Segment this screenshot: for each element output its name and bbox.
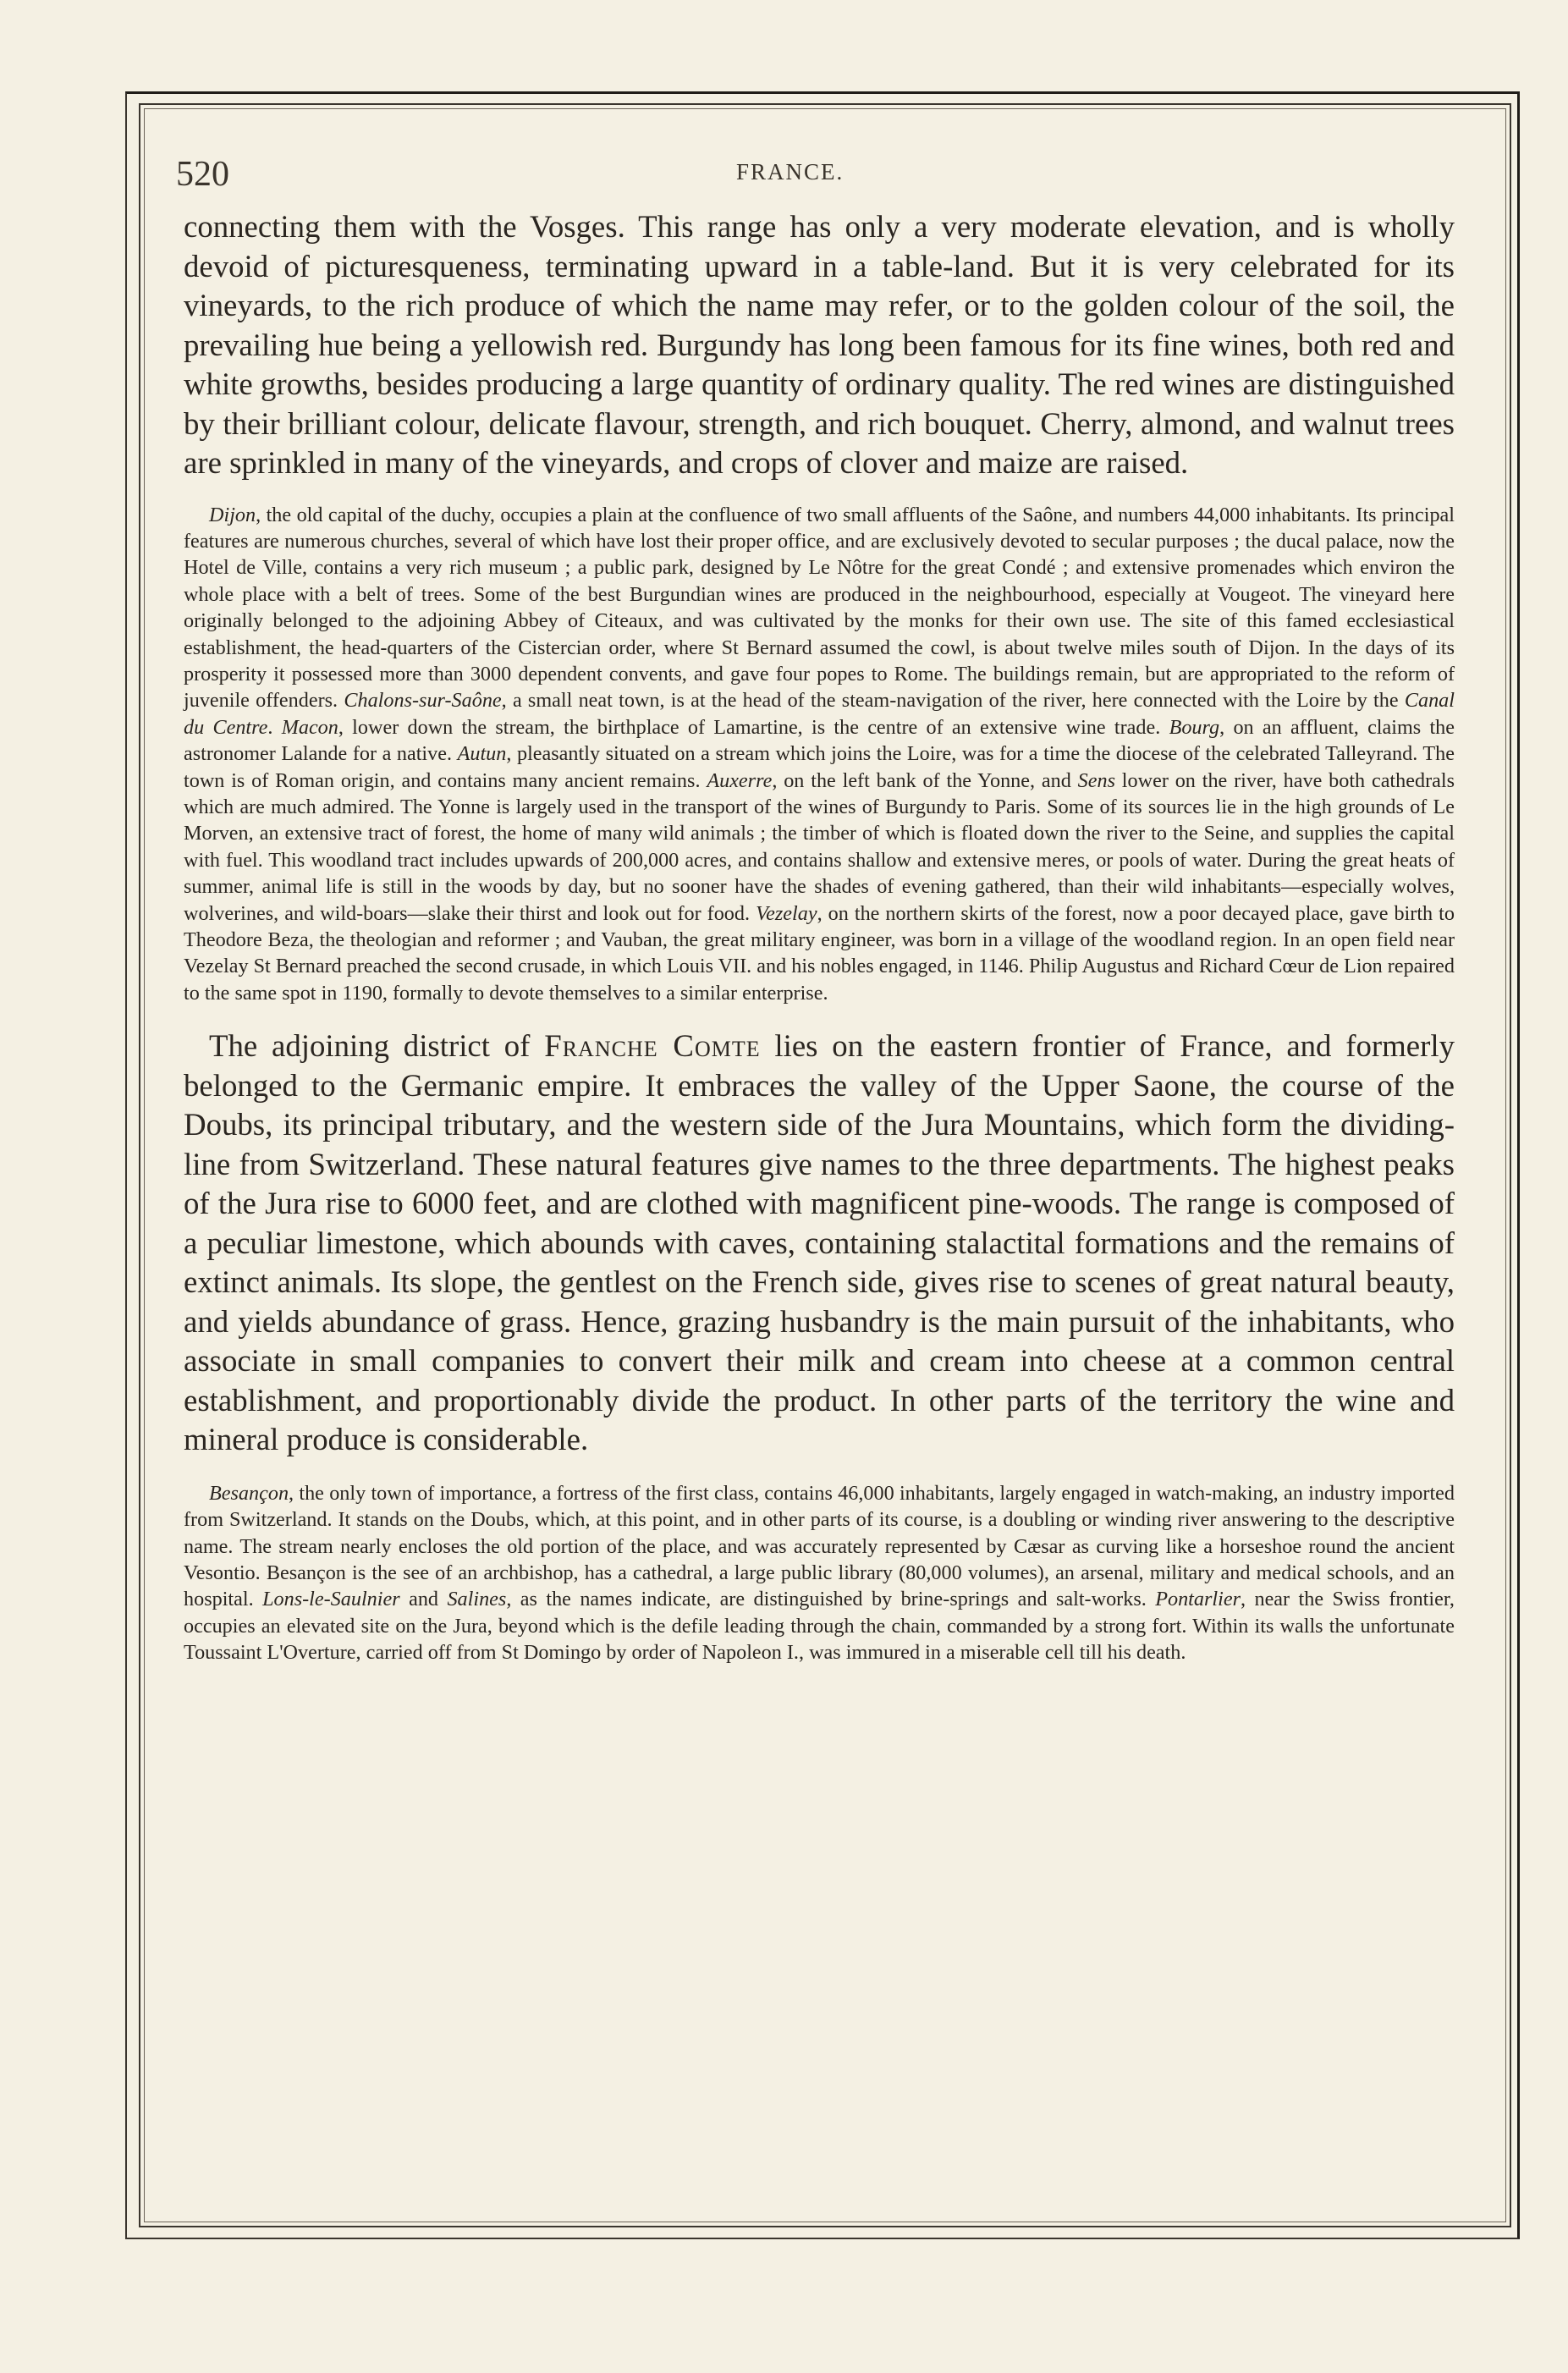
note-text: , as the names indicate, are distinguished by brine-springs and salt-works. xyxy=(506,1588,1156,1611)
running-head: FRANCE. xyxy=(736,159,845,184)
note-text: , a small neat town, is at the head of the steam-navigation of the river, here connected with the Loire by the xyxy=(501,689,1405,713)
note-text: , the only town of importance, a fortress of the first class, contains 46,000 inhabitants, largely engaged in watch-making, an industry imported from Switzerland. It stands on the Doubs, which, at this point, and in other parts of its course, is a doubling or winding river answering to the descriptive name. The stream nearly encloses the old portion of the place, and was accurately represented by Cæsar as curving like a horseshoe round the ancient Vesontio. Besançon is the see of an archbishop, has a cathedral, a large public library (80,000 volumes), an arsenal, military and medical schools, and an hospital. xyxy=(184,1481,1455,1611)
paragraph-text: The adjoining district of xyxy=(209,1028,545,1064)
note-text: lower on the river, have both cathedrals which are much admired. The Yonne is largely used in the transport of the wines of Burgundy to Paris. Some of its sources lie in the high grounds of Le Morven, an extensive tract of forest, the home of many wild animals ; the timber of which is floated down the river to the Seine, and supplies the capital with fuel. This woodland tract includes upwards of 200,000 acres, and contains shallow and extensive meres, or pools of water. During the great heats of summer, animal life is still in the woods by day, but no sooner have the shades of evening gathered, than their wild inhabitants—especially wolves, wolverines, and wild-boars—slake their thirst and look out for food. xyxy=(184,768,1455,925)
note-text: , on the northern skirts of the forest, now a poor decayed place, gave birth to Theodore Beza, the theologian and reformer ; and Vauban, the great military engineer, was born in a village of the woodland region. In an open field near Vezelay St Bernard preached the second crusade, in which Louis VII. and his nobles engaged, in 1146. Philip Augustus and Richard Cœur de Lion repaired to the same spot in 1190, formally to devote themselves to a similar enterprise. xyxy=(184,901,1455,1005)
paragraph-franche-comte xyxy=(184,1027,1455,1460)
page-body xyxy=(184,207,1455,1666)
place-name: Chalons-sur-Saône xyxy=(344,689,502,713)
place-name: Dijon xyxy=(209,503,256,526)
note-text: . xyxy=(267,715,282,739)
note-text: , on an affluent, claims the astronomer Lalande for a native. xyxy=(184,715,1455,766)
place-name: Salines xyxy=(447,1588,507,1611)
note-text: , on the left bank of the Yonne, and xyxy=(772,768,1078,792)
place-name: Besançon xyxy=(209,1481,289,1505)
note-dijon xyxy=(184,502,1455,1007)
note-text: , the old capital of the duchy, occupies a plain at the confluence of two small affluents of the Saône, and numbers 44,000 inhabitants. Its principal features are numerous churches, several of which have lost their proper office, and are exclusively devoted to secular purposes ; the ducal palace, now the Hotel de Ville, contains a very rich museum ; a public park, designed by Le Nôtre for the great Condé ; and extensive promenades which environ the whole place with a belt of trees. Some of the best Burgundian wines are produced in the neighbourhood, especially at Vougeot. The vineyard here originally belonged to the adjoining Abbey of Citeaux, and was cultivated by the monks for their own use. The site of this famed ecclesiastical establishment, the head-quarters of the Cistercian order, where St Bernard assumed the cowl, is about twelve miles south of Dijon. In the days of its prosperity it possessed more than 3000 dependent convents, and gave four popes to Rome. The buildings remain, but are appropriated to the reform of juvenile offenders. xyxy=(184,503,1455,713)
paragraph-text: lies on the eastern frontier of France, and formerly belonged to the Germanic empire. It embraces the valley of the Upper Saone, the course of the Doubs, its principal tributary, and the western side of the Jura Mountains, which form the dividing-line from Switzerland. These natural features give names to the three departments. The highest peaks of the Jura rise to 6000 feet, and are clothed with magnificent pine-woods. The range is composed of a peculiar limestone, which abounds with caves, containing stalactital formations and the remains of extinct animals. Its slope, the gentlest on the French side, gives rise to scenes of great natural beauty, and yields abundance of grass. Hence, grazing husbandry is the main pursuit of the inhabitants, who associate in small companies to convert their milk and cream into cheese at a common central establishment, and proportionably divide the product. In other parts of the territory the wine and mineral produce is considerable. xyxy=(184,1028,1455,1457)
page-number: 520 xyxy=(176,155,229,194)
place-name: Autun xyxy=(457,742,507,766)
note-text: , lower down the stream, the birthplace of Lamartine, is the centre of an extensive wine trade. xyxy=(338,715,1169,739)
place-name: Macon xyxy=(281,715,338,739)
place-name: Lons-le-Saulnier xyxy=(262,1588,400,1611)
paragraph-burgundy: connecting them with the Vosges. This range has only a very moderate elevation, and is wholly devoid of picturesqueness, terminating upward in a table-land. But it is very celebrated for its vineyards, to the rich produce of which the name may refer, or to the golden colour of the soil, the prevailing hue being a yellowish red. Burgundy has long been famous for its fine wines, both red and white growths, besides producing a large quantity of ordinary quality. The red wines are distinguished by their brilliant colour, delicate flavour, strength, and rich bouquet. Cherry, almond, and walnut trees are sprinkled in many of the vineyards, and crops of clover and maize are raised. xyxy=(184,209,1455,480)
note-besancon xyxy=(184,1480,1455,1666)
district-name: Franche Comte xyxy=(544,1028,761,1064)
note-text: and xyxy=(399,1588,448,1611)
place-name: Bourg xyxy=(1169,715,1220,739)
place-name: Pontarlier xyxy=(1155,1588,1241,1611)
note-text: , near the Swiss frontier, occupies an elevated site on the Jura, beyond which is the defile leading through the chain, commanded by a strong fort. Within its walls the unfortunate Toussaint L'Overture, carried off from St Domingo by order of Napoleon I., was immured in a miserable cell till his death. xyxy=(184,1588,1455,1665)
place-name: Auxerre xyxy=(707,768,773,792)
note-text: , pleasantly situated on a stream which joins the Loire, was for a time the diocese of the celebrated Talleyrand. The town is of Roman origin, and contains many ancient remains. xyxy=(184,742,1455,792)
place-name: Canal du Centre xyxy=(184,689,1455,739)
place-name: Sens xyxy=(1077,768,1115,792)
place-name: Vezelay xyxy=(756,901,817,925)
